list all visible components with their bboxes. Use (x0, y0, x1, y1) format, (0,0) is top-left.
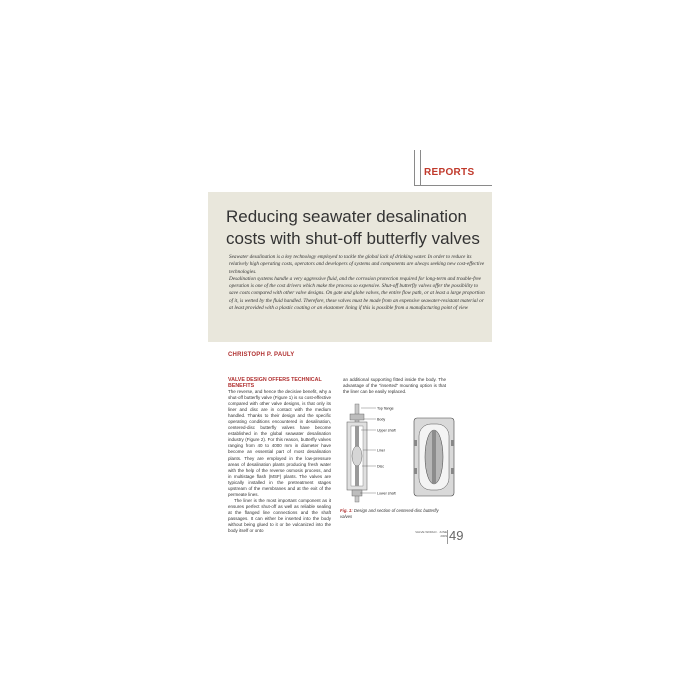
body-paragraph: The liner is the most important component as it ensures perfect shut-off as well as reliable sealing at the flanged line connections and the shaft passages. It can either be inserted into the body without being glued to it or be vulcanized into the body itself or onto (228, 497, 331, 534)
valve-figure (340, 400, 458, 507)
body-paragraph: The reverse, and hence the decisive benefit, why a shut-off butterfly valve (Figure 1) is so cost-effective compared with other valve designs, is that only its liner and disc are in contact with the medium handled. Thanks to their design and the specific operating conditions encountered in desalination, centered-disc butterfly valves have become established in the global seawater desalination industry (Figure 2). For this reason, butterfly valves ranging from 40 to 4000 mm in diameter have become an essential part of most desalination plants. They are employed in the low-pressure areas of desalination plants producing fresh water with the help of the reverse osmosis process, and in multistage flash (MSF) plants. The valves are typically installed in the pretreatment stages upstream of the membranes and at the exit of the permeate lines. (228, 389, 331, 497)
figure-caption (340, 508, 450, 519)
section-divider (420, 150, 421, 186)
abstract-paragraph: Seawater desalination is a key technology employed to tackle the global lack of drinking water. In order to reduce its relatively high operating costs, operators and developers of systems and components are always seeking new cost-effective technologies. (229, 254, 485, 275)
author-byline: CHRISTOPH P. PAULY (228, 352, 295, 358)
magazine-name: VALVE WORLD · JUNE 2009 (415, 530, 447, 538)
page-divider (447, 530, 448, 544)
section-divider (414, 150, 415, 186)
figure-label: Disc (377, 464, 384, 469)
abstract-paragraph: Desalination systems handle a very aggressive fluid, and the corrosion protection required for long-term and trouble-free operation is one of the cost drivers which make the process so expensive. Shut-off butterfly valves offer the possibility to save costs compared with other valve designs. On gate and globe valves, the entire flow path, or at least a large proportion of it, is wetted by the fluid handled. Therefore, these valves must be made from an expensive seawater-resistant material or at least provided with a plastic coating or an elastomer lining if this is possible from a manufacturing point of view (229, 275, 485, 312)
section-underline (414, 185, 492, 186)
figure-label: Top flange (377, 406, 394, 411)
body-column-left (228, 377, 331, 534)
article-abstract (229, 254, 487, 312)
section-heading: VALVE DESIGN OFFERS TECHNICAL BENEFITS (228, 377, 322, 389)
caption-label: Fig. 1: (340, 508, 353, 513)
title-panel (208, 192, 492, 342)
body-column-right (343, 377, 446, 395)
figure-label: Liner (377, 448, 385, 453)
section-label: REPORTS (424, 167, 475, 178)
caption-text: Design and section of centered-disc butterfly valves (340, 508, 439, 519)
article-title: Reducing seawater desalination costs with shut-off butterfly valves (226, 207, 480, 248)
butterfly-valve-illustration (340, 400, 458, 507)
figure-label: Lower shaft (377, 491, 396, 496)
page-number: 49 (449, 528, 464, 543)
body-paragraph: an additional supporting fitted inside the body. The advantage of the "inserted" mounting option is that the liner can be easily replaced. (343, 377, 446, 395)
figure-label: Upper shaft (377, 428, 396, 433)
figure-label: Body (377, 417, 386, 422)
